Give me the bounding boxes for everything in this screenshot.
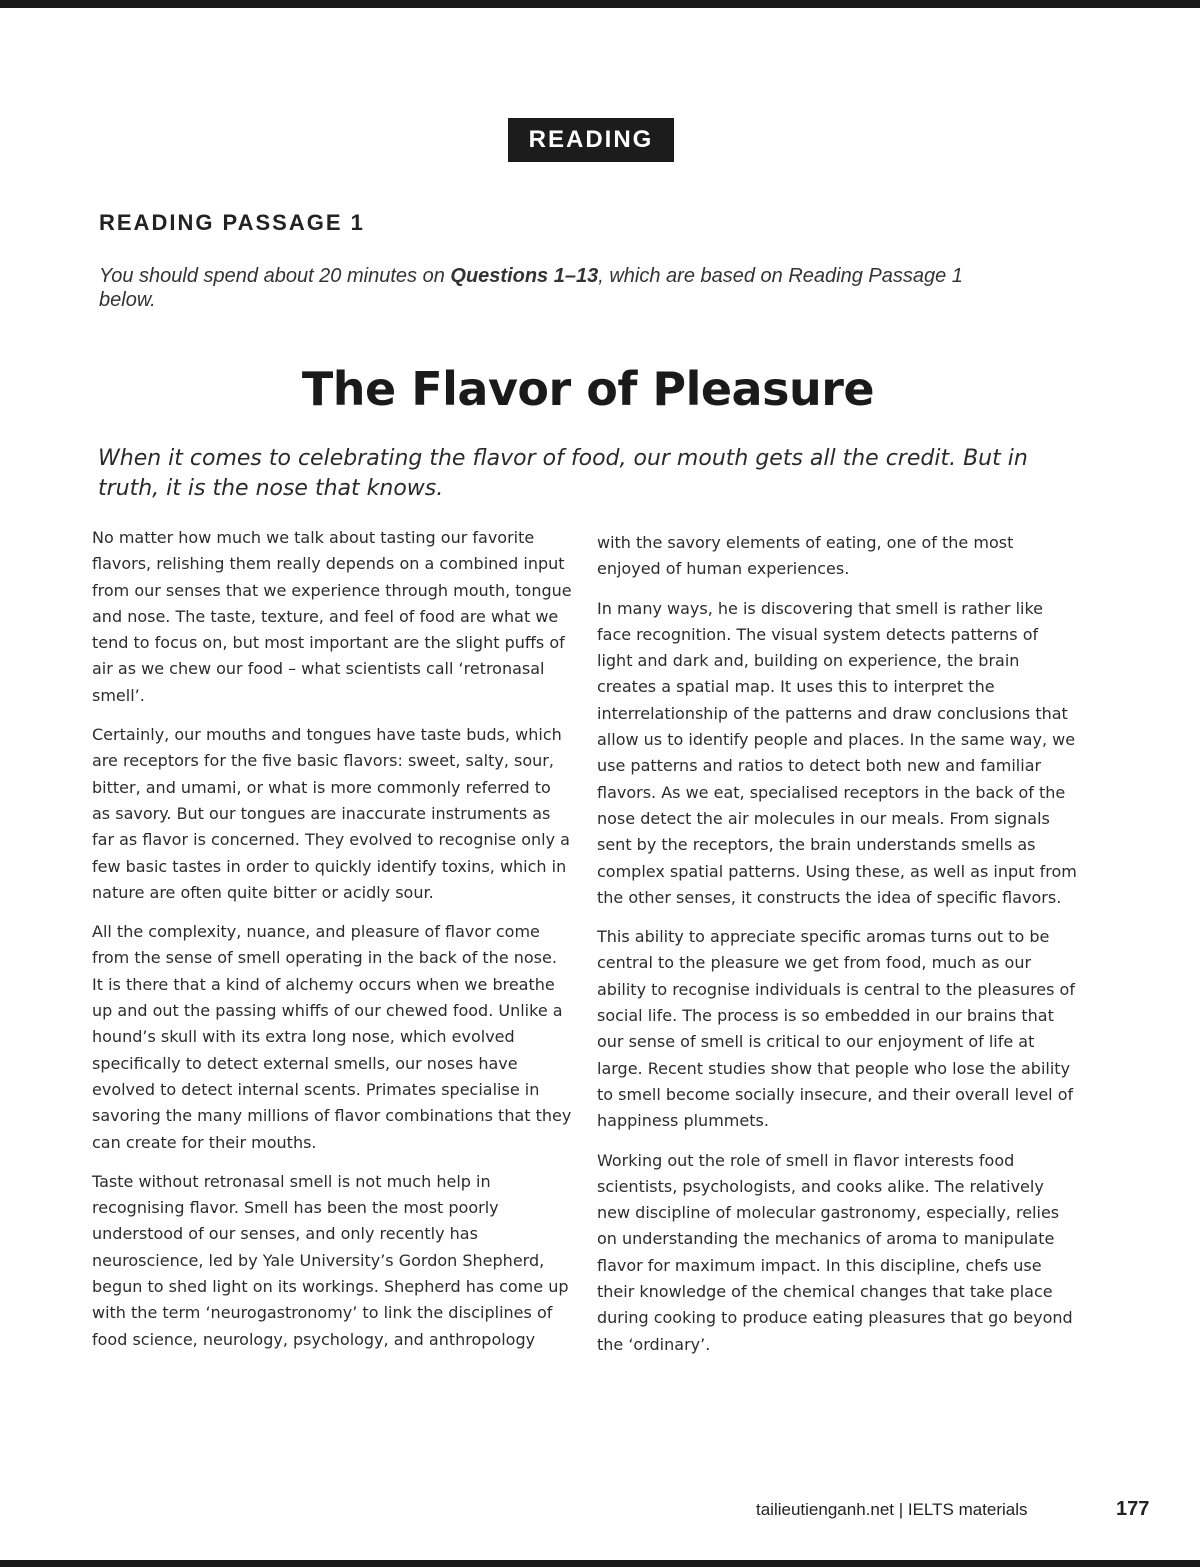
scan-edge-top xyxy=(0,0,1200,8)
paragraph: Working out the role of smell in flavor interests food scientists, psychologists, and cooks alike. The relatively new discipline of molecular gastronomy, especially, relies on understanding the mechanics of aroma to manipulate flavor for maximum impact. In this discipline, chefs use their knowledge of the chemical changes that take place during cooking to produce eating pleasures that go beyond the ‘ordinary’. xyxy=(597,1150,1073,1354)
scan-edge-bottom xyxy=(0,1560,1200,1567)
footer-source: tailieutienganh.net | IELTS materials xyxy=(756,1500,1028,1519)
paragraph: All the complexity, nuance, and pleasure of flavor come from the sense of smell operating in the back of the nose. It is there that a kind of alchemy occurs when we breathe up and out the passing whiffs of our chewed food. Unlike a hound’s skull with its extra long nose, which evolved specifically to detect external smells, our noses have evolved to detect internal scents. Primates specialise in savoring the many millions of flavor combinations that they can create for their mouths. xyxy=(92,922,572,1152)
instructions-after: , which are based on Reading Passage 1 below. xyxy=(99,265,963,311)
instructions xyxy=(99,264,1019,312)
right-column xyxy=(597,530,1077,1371)
section-label: READING xyxy=(508,118,674,162)
paragraph: In many ways, he is discovering that smell is rather like face recognition. The visual system detects patterns of light and dark and, building on experience, the brain creates a spatial map. It uses this to interpret the interrelationship of the patterns and draw conclusions that allow us to identify people and places. In the same way, we use patterns and ratios to detect both new and familiar flavors. As we eat, specialised receptors in the back of the nose detect the air molecules in our meals. From signals sent by the receptors, the brain understands smells as complex spatial patterns. Using these, as well as input from the other senses, it constructs the idea of specific flavors. xyxy=(597,598,1077,907)
paragraph: Certainly, our mouths and tongues have taste buds, which are receptors for the five basic flavors: sweet, salty, sour, bitter, and umami, or what is more commonly referred to as savory. But our tongues are inaccurate instruments as far as flavor is concerned. They evolved to recognise only a few basic tastes in order to quickly identify toxins, which in nature are often quite bitter or acidly sour. xyxy=(92,725,570,902)
paragraph: No matter how much we talk about tasting our favorite flavors, relishing them really depends on a combined input from our senses that we experience through mouth, tongue and nose. The taste, texture, and feel of food are what we tend to focus on, but most important are the slight puffs of air as we chew our food – what scientists call ‘retronasal smell’. xyxy=(92,528,572,705)
instructions-questions: Questions 1–13 xyxy=(450,265,599,287)
left-column xyxy=(92,525,572,1366)
article-title: The Flavor of Pleasure xyxy=(301,362,875,416)
paragraph: with the savory elements of eating, one of the most enjoyed of human experiences. xyxy=(597,533,1014,579)
page-footer xyxy=(756,1500,1156,1520)
paragraph: This ability to appreciate specific aromas turns out to be central to the pleasure we get from food, much as our ability to recognise individuals is central to the pleasures of social life. The process is so embedded in our brains that our sense of smell is critical to our enjoyment of life at large. Recent studies show that people who lose the ability to smell become socially insecure, and their overall level of happiness plummets. xyxy=(597,927,1075,1131)
passage-heading: READING PASSAGE 1 xyxy=(99,210,365,235)
article-subtitle: When it comes to celebrating the flavor of food, our mouth gets all the credit. But in truth, it is the nose that knows. xyxy=(98,446,1028,501)
paragraph: Taste without retronasal smell is not much help in recognising flavor. Smell has been the most poorly understood of our senses, and only recently has neuroscience, led by Yale University’s Gordon Shepherd, begun to shed light on its workings. Shepherd has come up with the term ‘neurogastronomy’ to link the disciplines of food science, neurology, psychology, and anthropology xyxy=(92,1171,569,1349)
instructions-before: You should spend about 20 minutes on xyxy=(99,265,451,287)
page-number: 177 xyxy=(1116,1498,1150,1520)
